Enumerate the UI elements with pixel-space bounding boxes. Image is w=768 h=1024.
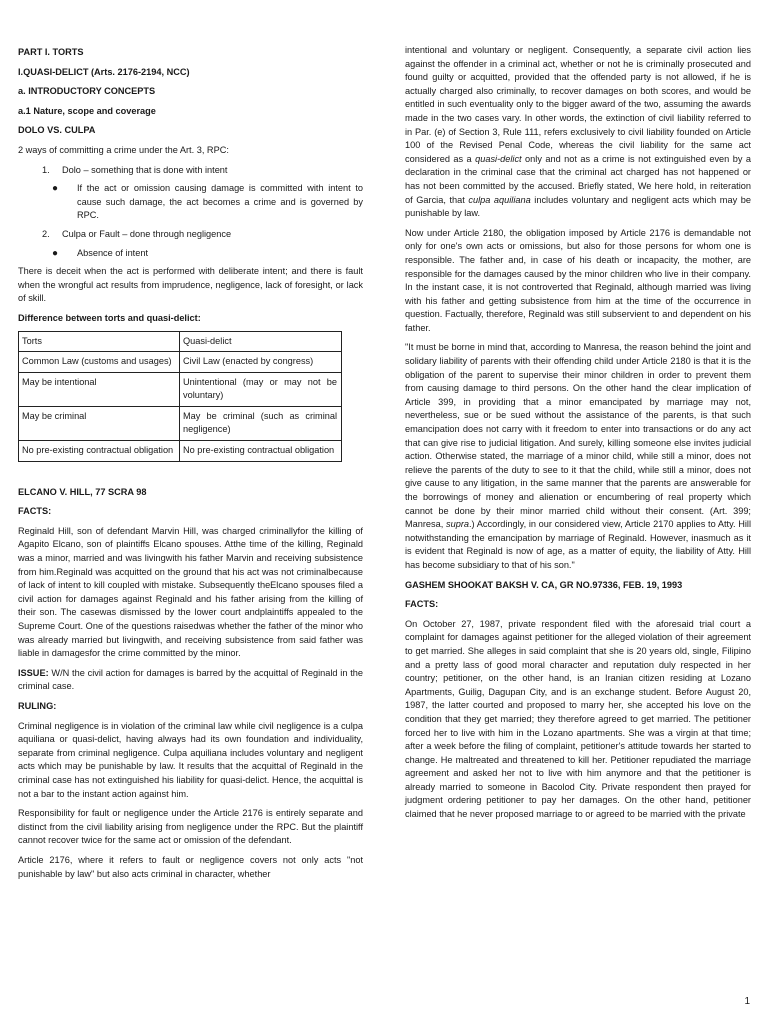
table-header-row — [19, 331, 342, 352]
italic-term: supra — [446, 519, 469, 530]
section-number: I. — [18, 66, 24, 77]
list-item-text: Dolo – something that is done with intent — [62, 164, 228, 175]
bullet-text: If the act or omission causing damage is committed with intent to cause such damage, the act becomes a crime and is governed by RPC. — [77, 183, 363, 221]
article-2180-paragraph: Now under Article 2180, the obligation imposed by Article 2176 is demandable not only for one's own acts or omissions, but also for those persons for whom one is responsible. The father and, in case of his death or incapacity, the mother, are responsible for the damages caused by the minor children who live in their company. In the instant case, it is not controverted that Reginald, although married was living with his father and getting subsistence from him at the time of the occurrence in question. Factually, therefore, Reginald was still subservient to and dependent on his father. — [405, 227, 751, 333]
bullet-icon: ● — [52, 183, 59, 195]
table-cell: May be criminal (such as criminal negligence) — [180, 406, 342, 440]
table-row — [19, 406, 342, 440]
ruling-paragraph: Criminal negligence is in violation of the criminal law while civil negligence is a culpa aquiliana or quasi-delict, having always had its own foundation and individuality, separate from criminal negligence. Culpa aquiliana includes voluntary and negligent acts which may be punishable by law. It results that the acquittal of Reginald in the criminal case has not extinguished his liability for quasi-delict. Hence, the acquittal is not a bar to the instant action against him. — [18, 720, 363, 799]
table-cell: No pre-existing contractual obligation — [180, 441, 342, 462]
list-item — [18, 164, 363, 178]
issue-label: ISSUE: — [18, 667, 49, 678]
deceit-paragraph: There is deceit when the act is performed with deliberate intent; and there is fault when the wrongful act results from imprudence, negligence, lack of foresight, or lack of skill. — [18, 266, 363, 304]
italic-term: quasi-delict — [475, 153, 522, 164]
table-row — [19, 372, 342, 406]
facts-paragraph: On October 27, 1987, private respondent filed with the aforesaid trial court a complaint for damages against petitioner for the alleged violation of their agreement to get married. She alleges in said complaint that she is 20 years old, single, Filipino and a pretty lass of good moral character and reputation duly respected in her country; petitioner, on the other hand, is an Iranian citizen residing at Lozano Apartments, Guilig, Dagupan City, and is an exchange student. Before August 20, 1987, the latter courted and proposed to marry her, she accepted his love on the condition that they get married; they therefore agreed to get married. The petitioner forced her to live with him in the Lozano apartments. She was a virgin at that time; after a week before the filing of complaint, petitioner's attitude towards her started to change. He maltreated and threatened to kill her. Petitioner repudiated the marriage agreement and asked her not to live with him anymore and that the petitioner is already married to someone in Bacolod City. Private respondent then prayed for judgment ordering petitioner to pay her damages. On the other hand, petitioner claimed that he never proposed marriage to or agreed to be married with the private — [405, 618, 751, 820]
dolo-heading: DOLO VS. CULPA — [18, 125, 96, 136]
issue-paragraph — [18, 667, 363, 694]
ruling-paragraph: Article 2176, where it refers to fault or negligence covers not only acts "not punishable by law" but also acts criminal in character, whether — [18, 854, 363, 879]
table-cell: May be intentional — [19, 372, 180, 406]
list-bullet — [18, 182, 363, 223]
paragraph-text: includes voluntary and negligent acts which may be punishable by law. — [405, 194, 751, 219]
list-item-text: Culpa or Fault – done through negligence — [62, 228, 232, 239]
bullet-icon: ● — [52, 247, 59, 259]
table-header-cell: Quasi-delict — [180, 331, 342, 352]
ways-list — [18, 164, 363, 261]
section-title: QUASI-DELICT (Arts. 2176-2194, NCC) — [23, 66, 190, 77]
difference-heading: Difference between torts and quasi-delict: — [18, 312, 201, 323]
paragraph-text: .) Accordingly, in our considered view, Article 2170 applies to Atty. Hill notwithstanding the emancipation by marriage of Reginald. However, inasmuch as it is evident that Reginald is now of age, as a matter of equity, the liability of Atty. Hill has become subsidiary to that of his son." — [405, 519, 751, 570]
table-row — [19, 441, 342, 462]
ways-intro: 2 ways of committing a crime under the Art. 3, RPC: — [18, 144, 229, 155]
table-cell: Unintentional (may or may not be voluntary) — [180, 372, 342, 406]
right-column — [405, 44, 751, 828]
paragraph-text: "It must be borne in mind that, according to Manresa, the reason behind the joint and solidary liability of parents with their offending child under Article 2180 is that it is the obligation of the parent to supervise their minor children in order to prevent them from causing damage to third persons. On the other hand the clear implication of Article 399, in providing that a minor emancipated by marriage may not, nevertheless, sue or be sued without the assistance of the parents, is that such emancipation does not carry with it freedom to enter into transactions or do any act that can give rise to judicial litigation. And surely, killing someone else invites judicial action. Otherwise stated, the marriage of a minor child, while still a minor, does not relieve the parents of the duty to see to it that the child, while still a minor, does not give cause to any litigation, in the same manner that the parents are answerable for the borrowings of money and alienation or encumbering of real property which cannot be done by their minor married child without their consent. (Art. 399; Manresa, — [405, 342, 751, 530]
ruling-label: RULING: — [18, 700, 57, 711]
list-number: 2. — [42, 228, 50, 239]
left-column — [18, 46, 363, 887]
part-title: PART I. TORTS — [18, 47, 84, 57]
case-title: GASHEM SHOOKAT BAKSH V. CA, GR NO.97336, FEB. 19, 1993 — [405, 579, 683, 590]
facts-label: FACTS: — [405, 599, 439, 610]
subheading-a: a. INTRODUCTORY CONCEPTS — [18, 86, 156, 97]
continued-paragraph — [405, 44, 751, 221]
case-title: ELCANO V. HILL, 77 SCRA 98 — [18, 486, 147, 497]
comparison-table — [18, 331, 342, 462]
table-cell: No pre-existing contractual obligation — [19, 441, 180, 462]
facts-label: FACTS: — [18, 506, 52, 517]
subheading-a1: a.1 Nature, scope and coverage — [18, 105, 156, 116]
table-header-cell: Torts — [19, 331, 180, 352]
bullet-text: Absence of intent — [77, 247, 148, 258]
table-cell: Civil Law (enacted by congress) — [180, 352, 342, 373]
issue-text: W/N the civil action for damages is barred by the acquittal of Reginald in the criminal case. — [18, 667, 363, 692]
page-number: 1 — [744, 996, 750, 1007]
paragraph-text: only and not as a crime is not extinguished even by a declaration in the criminal case that the criminal act charged has not happened or has not been committed by the accused. Briefly stated, We here hold, in reiteration of Garcia, that — [405, 153, 751, 205]
facts-paragraph: Reginald Hill, son of defendant Marvin Hill, was charged criminallyfor the killing of Agapito Elcano, son of plaintiffs Elcano spouses. Atthe time of the killing, Reginald was a minor, married and was livingwith his father Marvin and receiving subsistence from him.Reginald was acquitted on the ground that his act was not criminalbecause of lack of intent to kill coupled with mistake. Subsequently theElcano spouses filed a civil action for damages against Reginald and his father arising from the killing of their son. The casewas dismissed by the lower court andplaintiffs appealed to the Supreme Court. One of the questions raisedwas whether the father of the minor who was already married but livingwith, and receiving subsistence from said father was liable in damagesfor the crime committed by the minor. — [18, 525, 363, 659]
table-row — [19, 352, 342, 373]
paragraph-text: intentional and voluntary or negligent. Consequently, a separate civil action lies against the offender in a criminal act, whether or not he is criminally prosecuted and found guilty or acquitted, provided that the offended party is not allowed, if he is actually charged also criminally, to recover damages on both scores, and would be entitled in such eventuality only to the bigger award of the two, assuming the awards made in the two cases vary. In other words, the extinction of civil liability referred to in Par. (e) of Section 3, Rule 111, refers exclusively to civil liability founded on Article 100 of the Revised Penal Code, whereas the civil liability for the same act considered as a — [405, 45, 751, 164]
table-cell: Common Law (customs and usages) — [19, 352, 180, 373]
list-number: 1. — [42, 164, 50, 175]
section-heading — [18, 66, 363, 80]
italic-term: culpa aquiliana — [468, 194, 531, 205]
list-item — [18, 228, 363, 242]
manresa-quote-paragraph — [405, 341, 751, 572]
table-cell: May be criminal — [19, 406, 180, 440]
list-bullet — [18, 247, 363, 261]
ruling-paragraph: Responsibility for fault or negligence under the Article 2176 is entirely separate and distinct from the civil liability arising from negligence under the RPC. But the plaintiff cannot recover twice for the same act or omission of the defendant. — [18, 808, 363, 846]
